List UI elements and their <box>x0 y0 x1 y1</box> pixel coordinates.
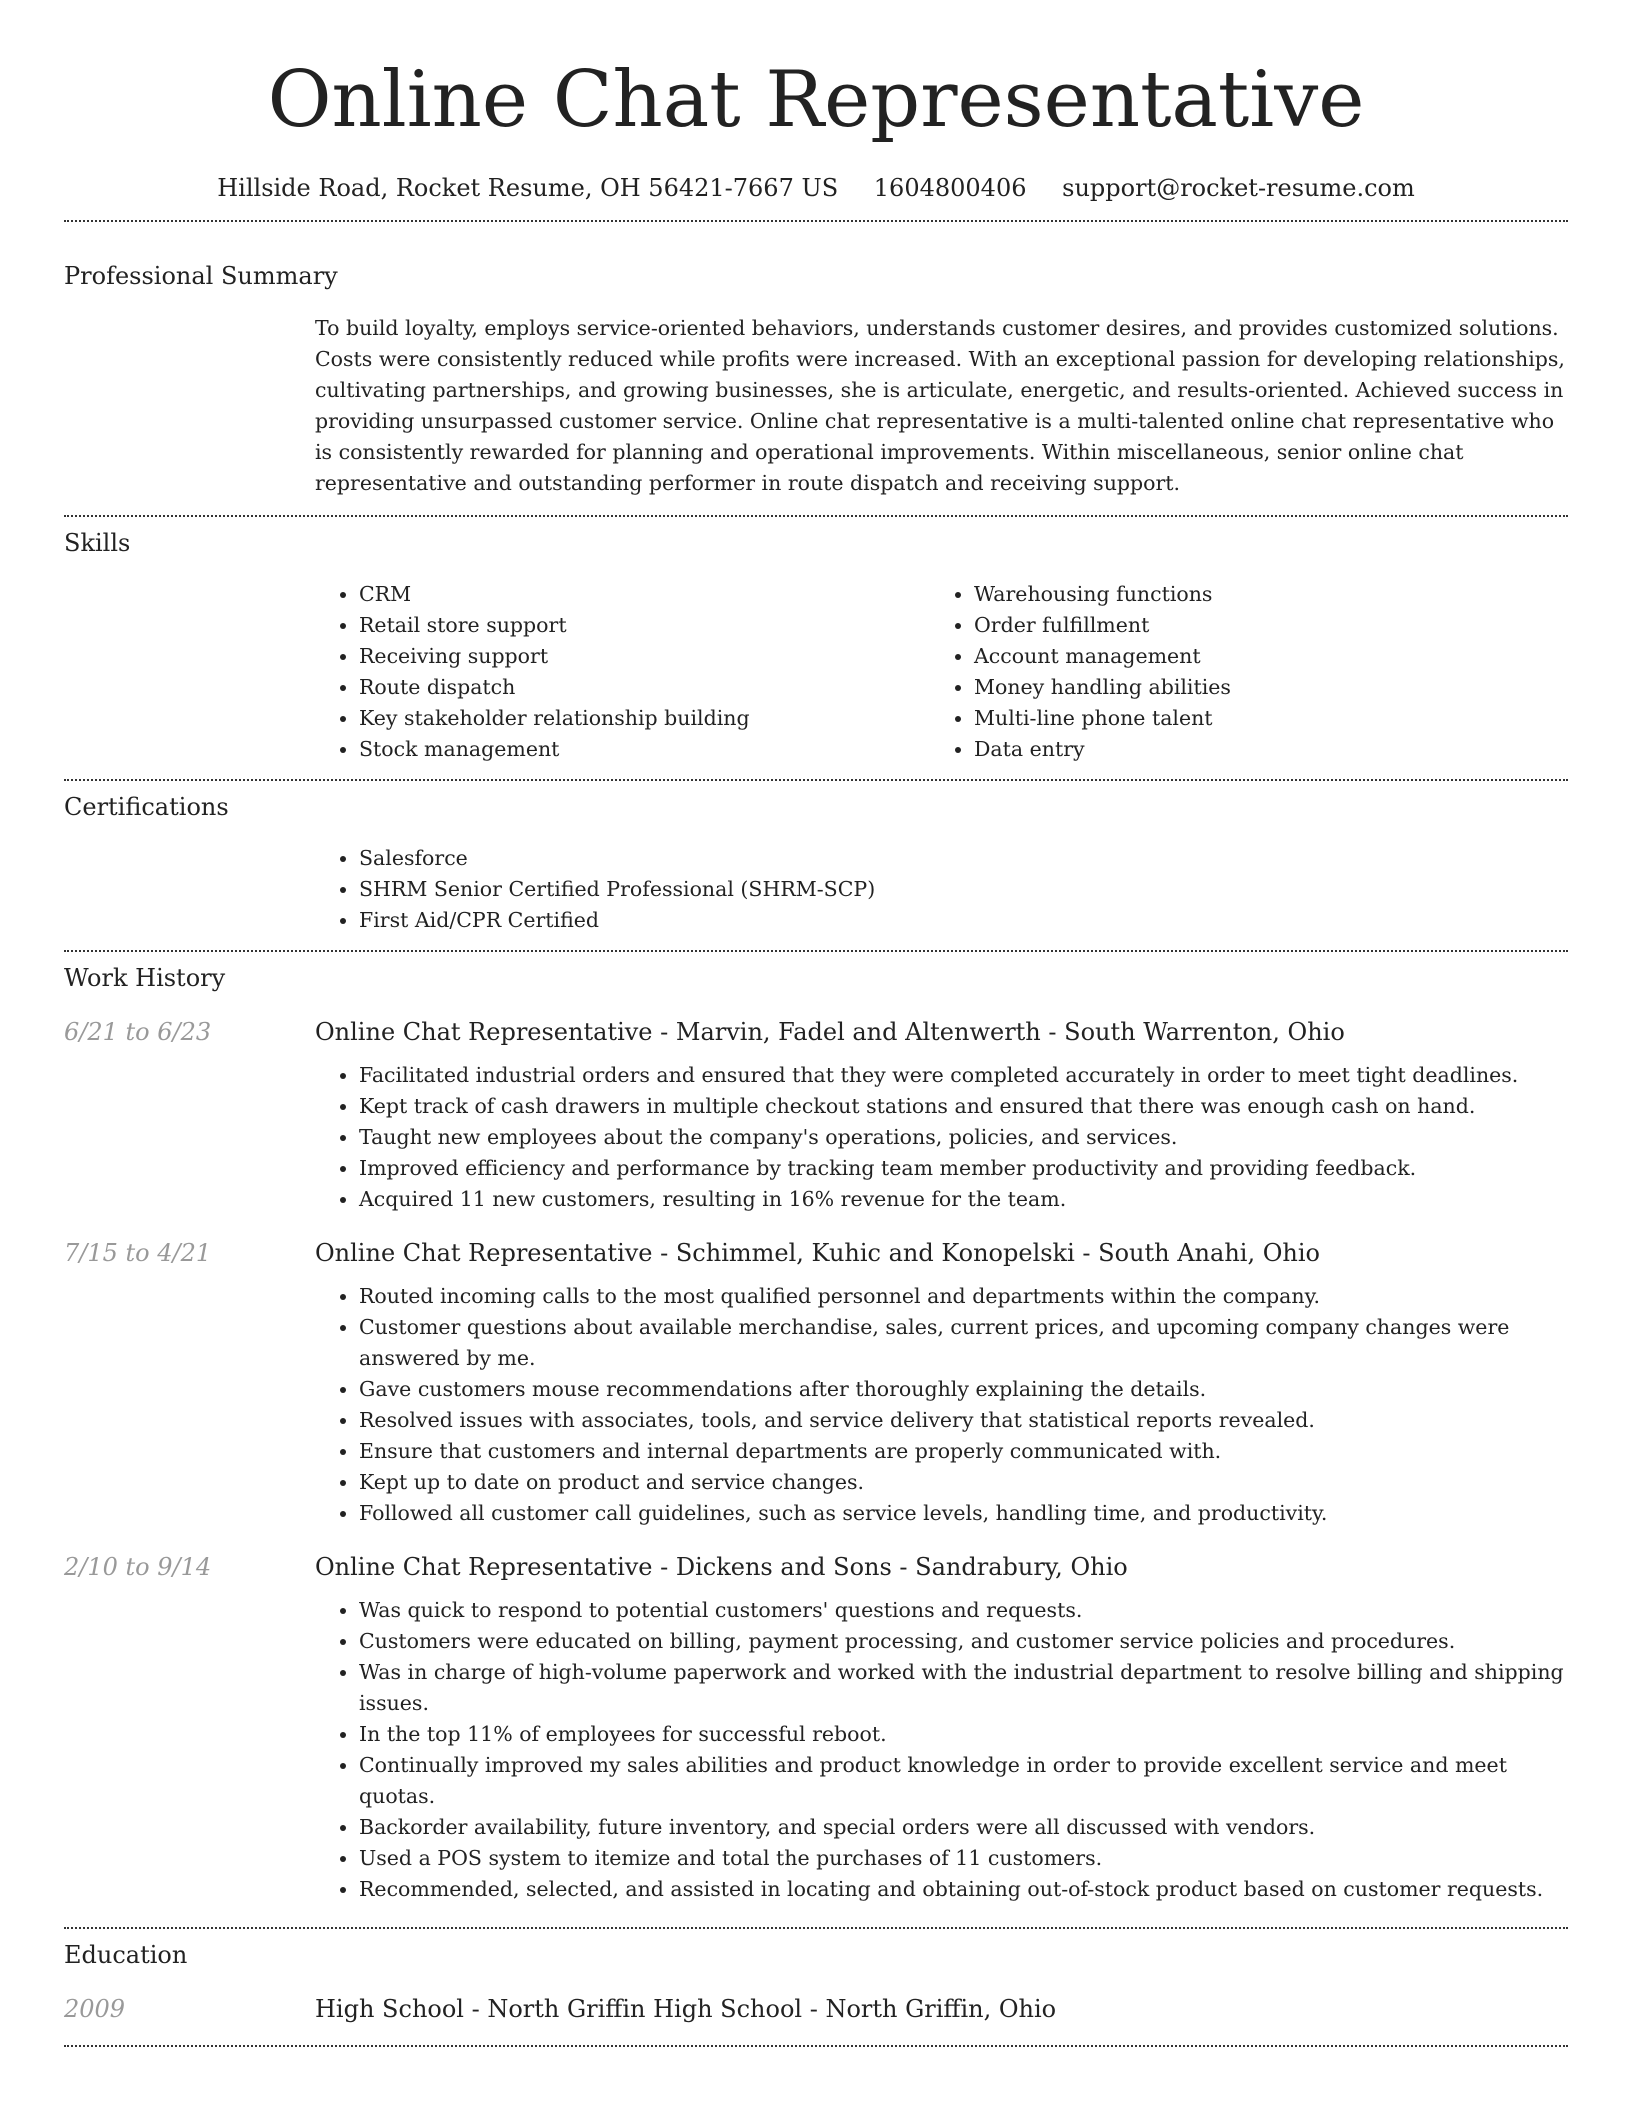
list-item: • CRM <box>359 579 930 610</box>
skills-column-left <box>315 579 930 765</box>
job-title: Online Chat Representative - Marvin, Fadel and Altenwerth - South Warrenton, Ohio <box>315 1018 1345 1046</box>
contact-email: support@rocket-resume.com <box>1062 174 1415 202</box>
job-header <box>64 1016 1568 1048</box>
work-history-heading: Work History <box>64 964 226 992</box>
list-item: • Receiving support <box>359 641 930 672</box>
list-item: • Taught new employees about the company's operations, policies, and services. <box>359 1122 1568 1153</box>
list-item: • Route dispatch <box>359 672 930 703</box>
certifications-list-wrap <box>315 843 1568 950</box>
list-item: • Ensure that customers and internal departments are properly communicated with. <box>359 1436 1568 1467</box>
education-section <box>64 1929 1568 2045</box>
certifications-section <box>64 781 1568 950</box>
job-bullet-list <box>315 1060 1568 1215</box>
certifications-heading: Certifications <box>64 793 229 821</box>
list-item: • Routed incoming calls to the most qualified personnel and departments within the company. <box>359 1281 1568 1312</box>
list-item: • Warehousing functions <box>974 579 1545 610</box>
job-header <box>64 1237 1568 1269</box>
list-item: • Improved efficiency and performance by tracking team member productivity and providing feedback. <box>359 1153 1568 1184</box>
job-bullet-list <box>315 1281 1568 1529</box>
list-item: • Data entry <box>974 734 1545 765</box>
summary-heading: Professional Summary <box>64 262 338 290</box>
job-dates: 7/15 to 4/21 <box>64 1239 212 1267</box>
list-item: • Recommended, selected, and assisted in locating and obtaining out-of-stock product based on customer requests. <box>359 1874 1568 1905</box>
list-item: • Multi-line phone talent <box>974 703 1545 734</box>
job-title: Online Chat Representative - Schimmel, Kuhic and Konopelski - South Anahi, Ohio <box>315 1239 1320 1267</box>
list-item: • Was quick to respond to potential customers' questions and requests. <box>359 1595 1568 1626</box>
list-item: • Retail store support <box>359 610 930 641</box>
list-item: • Gave customers mouse recommendations after thoroughly explaining the details. <box>359 1374 1568 1405</box>
contact-line <box>64 172 1568 204</box>
list-item: • Kept up to date on product and service changes. <box>359 1467 1568 1498</box>
job-dates: 2/10 to 9/14 <box>64 1553 212 1581</box>
job-bullet-list <box>315 1595 1568 1905</box>
list-item: • In the top 11% of employees for successful reboot. <box>359 1719 1568 1750</box>
list-item: • Backorder availability, future inventory, and special orders were all discussed with vendors. <box>359 1812 1568 1843</box>
list-item: • Order fulfillment <box>974 610 1545 641</box>
list-item: • Used a POS system to itemize and total the purchases of 11 customers. <box>359 1843 1568 1874</box>
summary-section <box>64 222 1568 515</box>
list-item: • Stock management <box>359 734 930 765</box>
list-item: • Key stakeholder relationship building <box>359 703 930 734</box>
work-history-section <box>64 952 1568 1927</box>
job-entry <box>64 1237 1568 1529</box>
education-entry <box>64 1993 1568 2045</box>
education-year: 2009 <box>64 1995 126 2023</box>
list-item: • Money handling abilities <box>974 672 1545 703</box>
skills-list-right <box>930 579 1545 765</box>
job-entry <box>64 1016 1568 1215</box>
certifications-list <box>315 843 1568 936</box>
job-entry <box>64 1551 1568 1905</box>
contact-phone: 1604800406 <box>873 174 1027 202</box>
skills-column-right <box>930 579 1545 765</box>
list-item: • Was in charge of high-volume paperwork and worked with the industrial department to resolve billing and shipping issues. <box>359 1657 1568 1719</box>
skills-grid <box>315 579 1568 779</box>
job-bullets <box>315 1595 1568 1905</box>
contact-address: Hillside Road, Rocket Resume, OH 56421-7667 US <box>217 174 839 202</box>
list-item: • SHRM Senior Certified Professional (SHRM-SCP) <box>359 874 1568 905</box>
job-header <box>64 1551 1568 1583</box>
resume-page <box>64 0 1568 2047</box>
list-item: • Customer questions about available merchandise, sales, current prices, and upcoming company changes were answered by me. <box>359 1312 1568 1374</box>
list-item: • Account management <box>974 641 1545 672</box>
jobs-container <box>64 1016 1568 1905</box>
job-bullets <box>315 1060 1568 1215</box>
list-item: • Facilitated industrial orders and ensured that they were completed accurately in order to meet tight deadlines. <box>359 1060 1568 1091</box>
education-heading: Education <box>64 1941 188 1969</box>
list-item: • Resolved issues with associates, tools, and service delivery that statistical reports revealed. <box>359 1405 1568 1436</box>
list-item: • Continually improved my sales abilities and product knowledge in order to provide excellent service and meet quotas. <box>359 1750 1568 1812</box>
education-heading-text: High School - North Griffin High School - North Griffin, Ohio <box>315 1995 1057 2023</box>
list-item: • Customers were educated on billing, payment processing, and customer service policies and procedures. <box>359 1626 1568 1657</box>
divider <box>64 2045 1568 2047</box>
skills-heading: Skills <box>64 529 131 557</box>
list-item: • First Aid/CPR Certified <box>359 905 1568 936</box>
list-item: • Salesforce <box>359 843 1568 874</box>
resume-name: Online Chat Representative <box>267 55 1365 145</box>
skills-section <box>64 517 1568 779</box>
list-item: • Kept track of cash drawers in multiple checkout stations and ensured that there was enough cash on hand. <box>359 1091 1568 1122</box>
summary-text: To build loyalty, employs service-oriented behaviors, understands customer desires, and provides customized solutions. Costs were consistently reduced while profits were increased. With an exceptional passion for developing relationships, cultivating partnerships, and growing businesses, she is articulate, energetic, and results-oriented. Achieved success in providing unsurpassed customer service. Online chat representative is a multi-talented online chat representative who is consistently rewarded for planning and operational improvements. Within miscellaneous, senior online chat representative and outstanding performer in route dispatch and receiving support. <box>315 316 1565 495</box>
job-bullets <box>315 1281 1568 1529</box>
job-title: Online Chat Representative - Dickens and Sons - Sandrabury, Ohio <box>315 1553 1128 1581</box>
list-item: • Followed all customer call guidelines, such as service levels, handling time, and productivity. <box>359 1498 1568 1529</box>
skills-list-left <box>315 579 930 765</box>
list-item: • Acquired 11 new customers, resulting in 16% revenue for the team. <box>359 1184 1568 1215</box>
job-dates: 6/21 to 6/23 <box>64 1018 212 1046</box>
